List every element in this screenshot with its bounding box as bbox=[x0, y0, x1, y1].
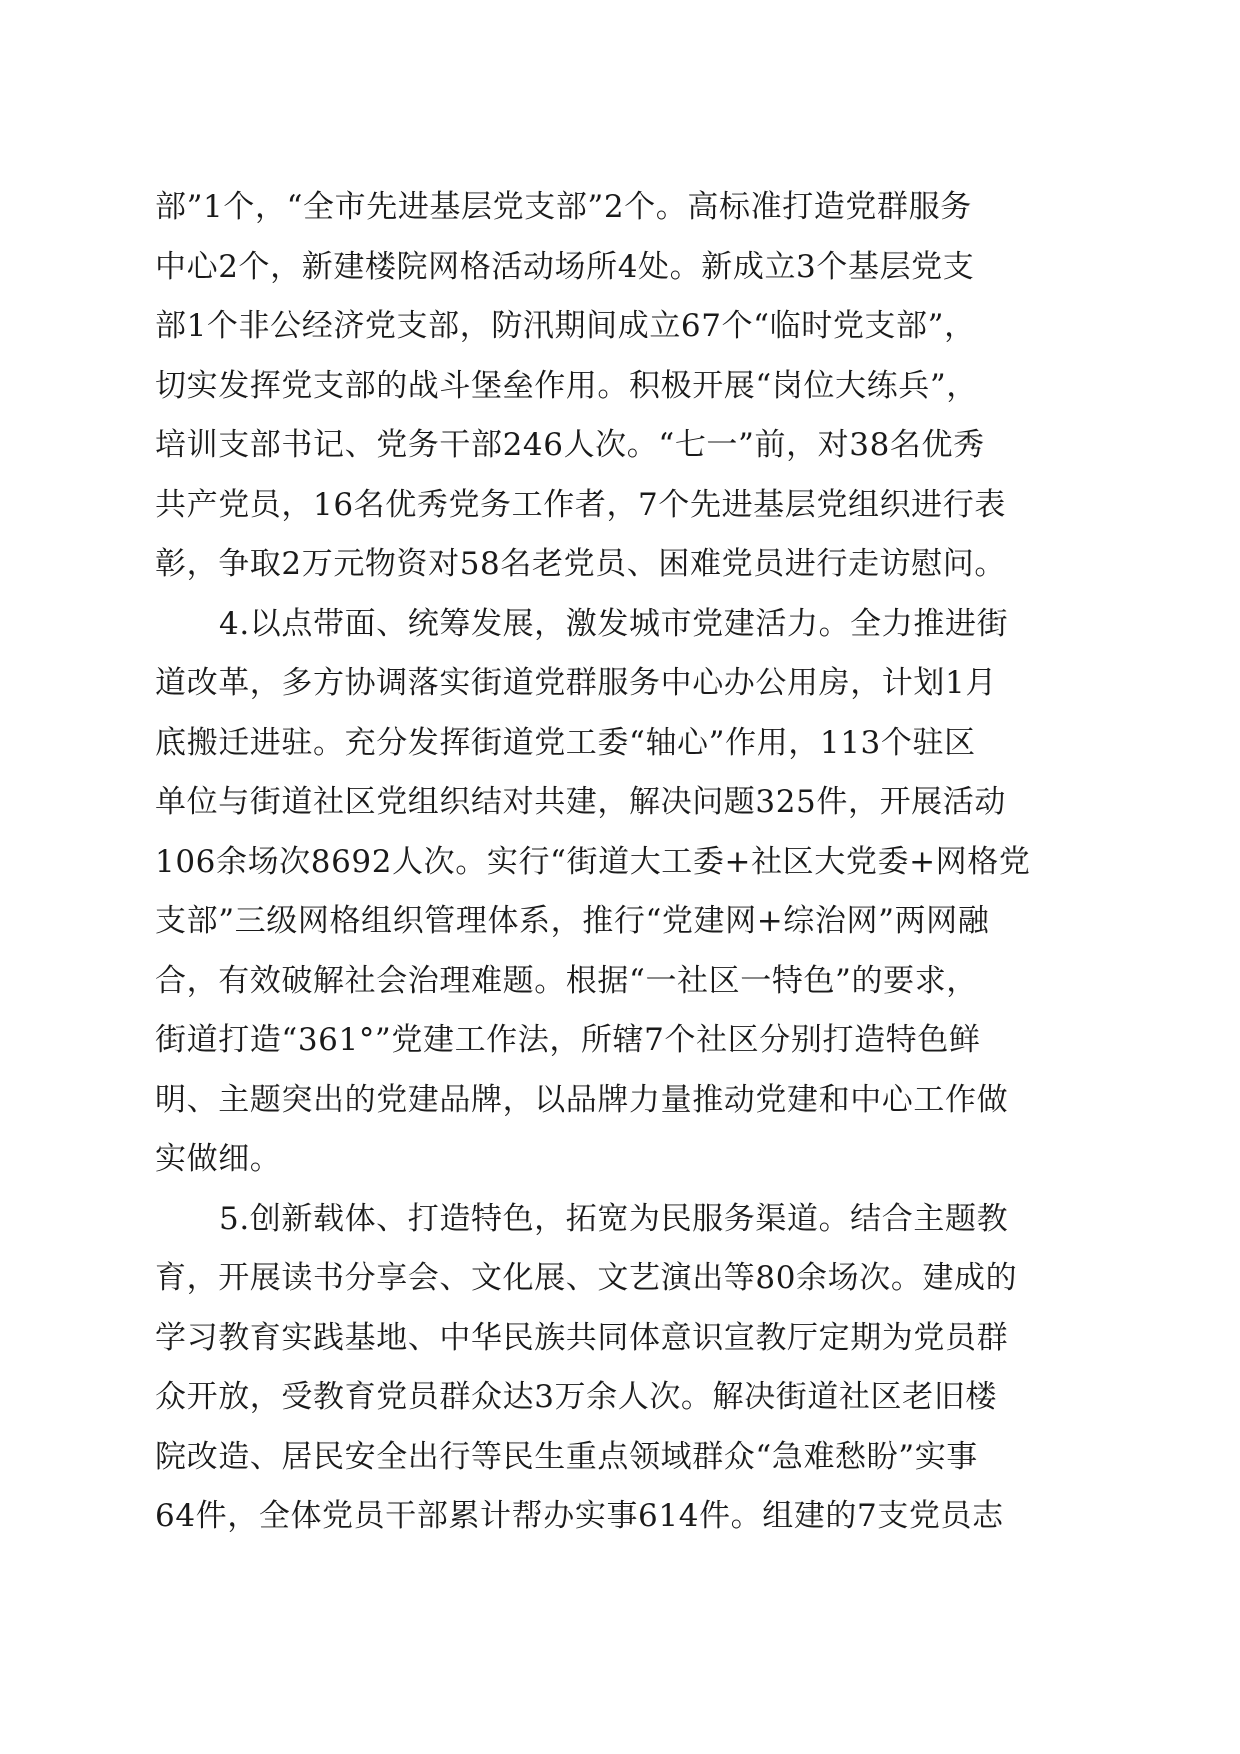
text-line: 切实发挥党支部的战斗堡垒作用。积极开展“岗位大练兵”， bbox=[155, 367, 978, 404]
text-line: 合，有效破解社会治理难题。根据“一社区一特色”的要求， bbox=[155, 962, 978, 999]
text-line: 道改革，多方协调落实街道党群服务中心办公用房，计划1月 bbox=[155, 665, 997, 701]
text-line: 部1个非公经济党支部，防汛期间成立67个“临时党支部”， bbox=[155, 308, 976, 344]
text-line: 106余场次8692人次。实行“街道大工委+社区大党委+网格党 bbox=[155, 843, 1031, 880]
text-line: 支部”三级网格组织管理体系，推行“党建网+综治网”两网融 bbox=[155, 903, 990, 939]
text-line: 中心2个，新建楼院网格活动场所4处。新成立3个基层党支 bbox=[155, 248, 975, 285]
text-line: 彰，争取2万元物资对58名老党员、困难党员进行走访慰问。 bbox=[155, 546, 1006, 582]
text-line: 院改造、居民安全出行等民生重点领域群众“急难愁盼”实事 bbox=[155, 1438, 978, 1475]
paragraph-first-line: 5.创新载体、打造特色，拓宽为民服务渠道。结合主题教 bbox=[219, 1200, 1009, 1237]
text-line: 底搬迁进驻。充分发挥街道党工委“轴心”作用，113个驻区 bbox=[155, 724, 976, 761]
text-line: 街道打造“361°”党建工作法，所辖7个社区分别打造特色鲜 bbox=[155, 1022, 981, 1058]
text-line: 实做细。 bbox=[155, 1141, 282, 1177]
text-line: 64件，全体党员干部累计帮办实事614件。组建的7支党员志 bbox=[155, 1498, 1004, 1534]
text-line: 培训支部书记、党务干部246人次。“七一”前，对38名优秀 bbox=[155, 427, 985, 463]
text-line: 众开放，受教育党员群众达3万余人次。解决街道社区老旧楼 bbox=[155, 1379, 997, 1415]
paragraph-first-line: 4.以点带面、统筹发展，激发城市党建活力。全力推进街 bbox=[219, 605, 1009, 642]
text-line: 共产党员，16名优秀党务工作者，7个先进基层党组织进行表 bbox=[155, 486, 1006, 523]
text-line: 育，开展读书分享会、文化展、文艺演出等80余场次。建成的 bbox=[155, 1260, 1018, 1296]
text-line: 单位与街道社区党组织结对共建，解决问题325件，开展活动 bbox=[155, 784, 1006, 820]
body-text bbox=[155, 178, 1095, 1547]
text-line: 明、主题突出的党建品牌，以品牌力量推动党建和中心工作做 bbox=[155, 1081, 1009, 1118]
text-line: 部”1个，“全市先进基层党支部”2个。高标准打造党群服务 bbox=[155, 189, 972, 225]
text-line: 学习教育实践基地、中华民族共同体意识宣教厅定期为党员群 bbox=[155, 1319, 1009, 1356]
